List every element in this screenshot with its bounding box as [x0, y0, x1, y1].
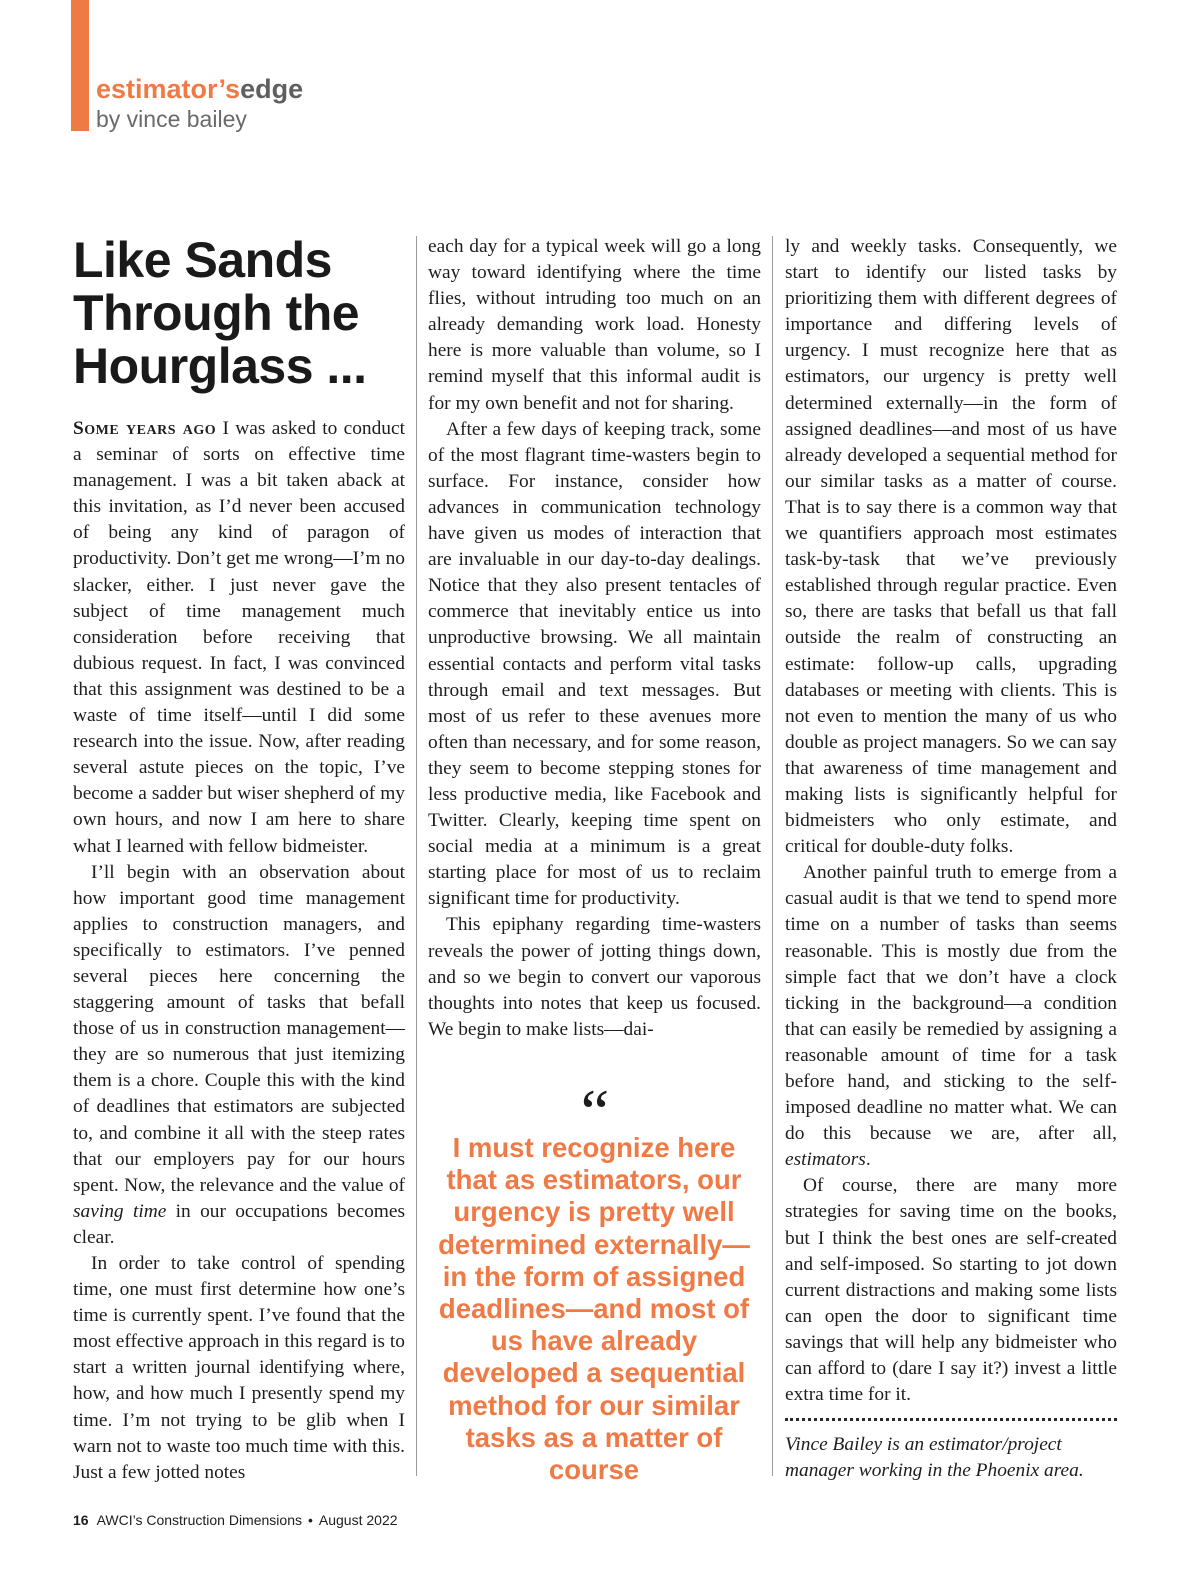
column-byline: by vince bailey	[96, 106, 247, 132]
paragraph: Of course, there are many more strategies for saving time on the books, but I think the best ones are self-created and self-imposed. So starting to jot down current distractions and making some lists can open the door to significant time savings that will help any bidmeister who can afford to (dare I say it?) invest a little extra time for it.	[785, 1175, 1117, 1406]
paragraph: ly and weekly tasks. Consequently, we start to identify our listed tasks by prioritizing them with different degrees of importance and differing levels of urgency. I must recognize here that as estimators, our urgency is pretty well determined externally—in the form of assigned deadlines—and most of us have already developed a sequential method for our similar tasks as a matter of course. That is to say there is a common way that we quantifiers approach most estimates task-by-task that we’ve previously established through regular practice. Even so, there are tasks that befall us that fall outside the realm of constructing an estimate: follow-up calls, upgrading databases or meeting with clients. This is not even to mention the many of us who double as project managers. So we can say that awareness of time management and making lists is significantly helpful for bidmeisters who only estimate, and critical for double-duty folks.	[785, 236, 1117, 858]
pull-quote: I must recognize here that as estimators, our urgency is pretty well determined externally—in the form of assigned deadlines—and most of us have already developed a sequential method for our similar tasks as a matter of course	[438, 1132, 750, 1486]
emphasis: saving time	[73, 1200, 167, 1222]
issue-date: August 2022	[318, 1512, 398, 1528]
page-footer	[73, 1512, 398, 1528]
paragraph: After a few days of keeping track, some of the most flagrant time-wasters begin to surface. For instance, consider how advances in communication technology have given us modes of interaction that are invaluable in our day-to-day dealings. Notice that they also present tentacles of commerce that inevitably entice us into unproductive browsing. We all maintain essential contacts and perform vital tasks through email and text messages. But most of us refer to these avenues more often than necessary, and for some reason, they seem to become stepping stones for less productive media, like Facebook and Twitter. Clearly, keeping time spent on social media at a minimum is a great starting place for most of us to reclaim significant time for productivity.	[428, 418, 761, 910]
column-divider-2	[772, 236, 773, 1476]
text-column-1	[73, 416, 405, 1486]
page-number: 16	[73, 1512, 89, 1528]
column-title	[96, 72, 303, 106]
paragraph-text: .	[865, 1149, 871, 1171]
footer-separator: •	[307, 1512, 313, 1528]
column-divider-1	[416, 236, 417, 1476]
paragraph: This epiphany regarding time-wasters reveals the power of jotting things down, and so we begin to convert our vaporous thoughts into notes that keep us focused. We begin to make lists—dai-	[428, 914, 761, 1040]
article-headline: Like Sands Through the Hourglass ...	[73, 232, 367, 394]
paragraph-text: in our occupations becomes clear.	[73, 1200, 406, 1248]
paragraph	[73, 860, 405, 1251]
quote-mark-icon: “	[580, 1076, 610, 1147]
paragraph-text: Another painful truth to emerge from a casual audit is that we tend to spend more time on a number of tasks than seems reasonable. This is mostly due from the simple fact that we don’t have a clock ticking in the background—a condition that can easily be remedied by assigning a reasonable amount of time for a task before hand, and sticking to the self-imposed deadline no matter what. We can do this because we are, after all,	[785, 862, 1117, 1145]
text-column-3	[785, 234, 1117, 1408]
lead-in: Some years ago	[73, 418, 217, 439]
paragraph-text: I’ll begin with an observation about how important good time management applies to construction managers, and specifically to estimators. I’ve penned several pieces here concerning the staggering amount of tasks that befall those of us in construction management—they are so numerous that just itemizing them is a chore. Couple this with the kind of deadlines that estimators are subjected to, and combine it all with the steep rates that our employers pay for our hours spent. Now, the relevance and the value of	[73, 861, 405, 1196]
text-column-2	[428, 234, 761, 1043]
paragraph-text: I was asked to conduct a seminar of sorts on effective time management. I was a bit taken aback at this invitation, as I’d never been accused of being any kind of paragon of productivity. Don’t get me wrong—I’m no slacker, either. I just never gave the subject of time management much consideration before receiving that dubious request. In fact, I was convinced that this assignment was destined to be a waste of time itself—until I did some research into the issue. Now, after reading several astute pieces on the topic, I’ve become a sadder but wiser shepherd of my own hours, and now I am here to share what I learned with fellow bidmeister.	[73, 418, 406, 857]
column-header	[96, 72, 303, 132]
column-title-part2: edge	[240, 74, 304, 104]
publication-name: AWCI’s Construction Dimensions	[96, 1512, 302, 1528]
paragraph: In order to take control of spending time, one must first determine how one’s time is currently spent. I’ve found that the most effective approach in this regard is to start a written journal identifying where, how, and how much I presently spend my time. I’m not trying to be glib when I warn not to waste too much time with this. Just a few jotted notes	[73, 1253, 405, 1483]
column-title-part1: estimator’s	[96, 74, 241, 104]
paragraph	[785, 860, 1117, 1173]
paragraph: each day for a typical week will go a long way toward identifying where the time flies, without intruding too much on an already demanding work load. Honesty here is more valuable than volume, so I remind myself that this informal audit is for my own benefit and not for sharing.	[428, 236, 761, 414]
emphasis: estimators	[785, 1149, 866, 1171]
dotted-divider	[785, 1418, 1117, 1421]
author-bio: Vince Bailey is an estimator/project manager working in the Phoenix area.	[785, 1434, 1084, 1482]
accent-bar	[71, 0, 89, 131]
paragraph	[73, 416, 405, 860]
